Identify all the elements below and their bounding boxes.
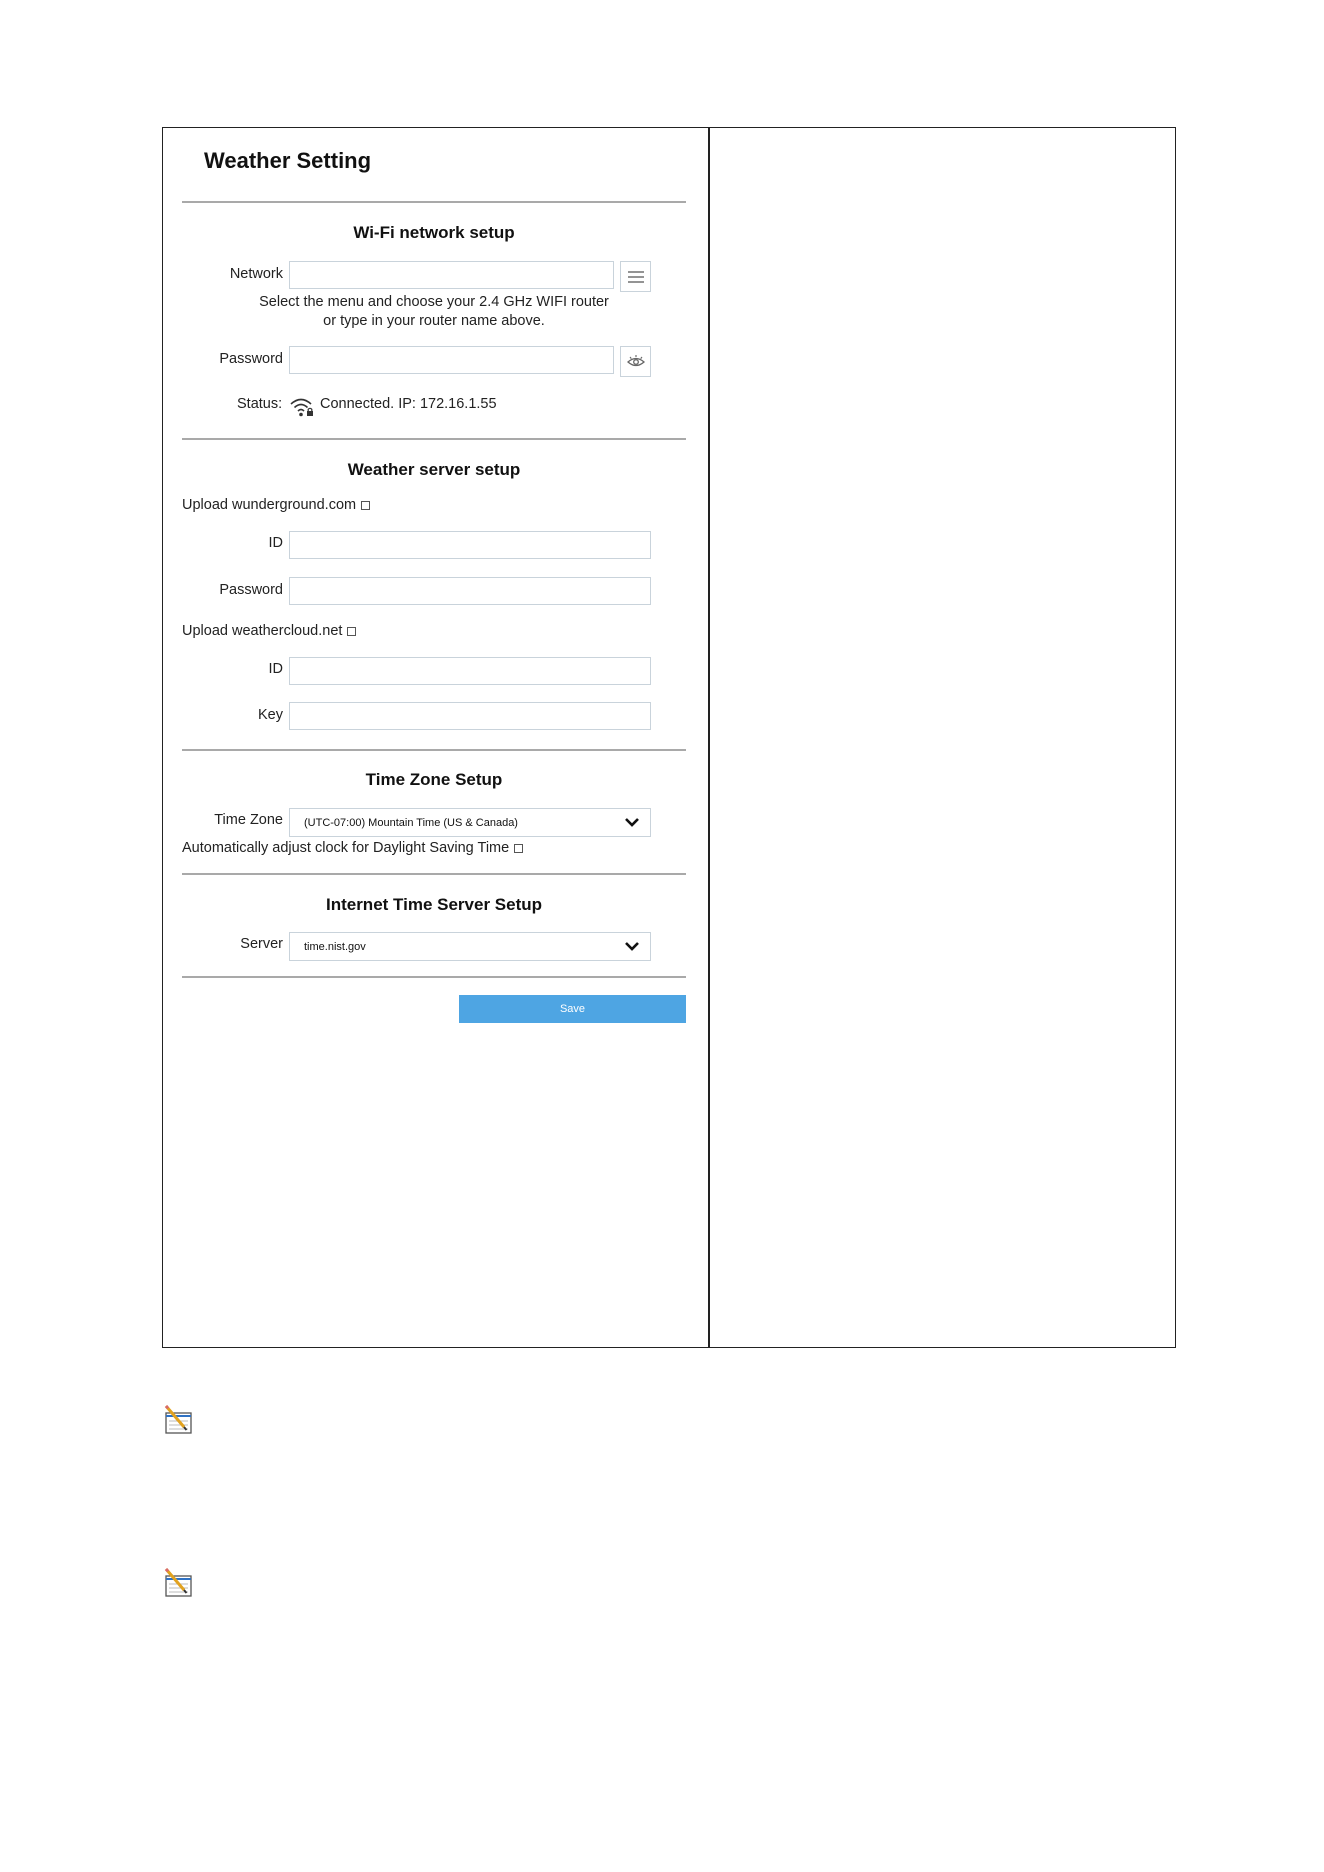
weather-server-section-title: Weather server setup <box>347 460 521 479</box>
password-label: Password <box>219 351 283 367</box>
wc-key-input[interactable] <box>289 702 651 730</box>
time-zone-select[interactable] <box>289 808 651 837</box>
network-menu-button[interactable] <box>620 261 651 292</box>
time-server-select[interactable] <box>289 932 651 961</box>
wifi-hint-line1: Select the menu and choose your 2.4 GHz WIFI router <box>259 294 609 310</box>
time-server-section-title: Internet Time Server Setup <box>325 895 543 914</box>
chevron-down-icon <box>624 816 640 828</box>
time-server-selected: time.nist.gov <box>304 940 366 953</box>
wunderground-checkbox[interactable] <box>361 501 370 510</box>
wifi-password-input[interactable] <box>289 346 614 374</box>
wifi-hint-line2: or type in your router name above. <box>323 313 545 329</box>
weathercloud-checkbox[interactable] <box>347 627 356 636</box>
save-button[interactable]: Save <box>459 995 686 1023</box>
dst-checkbox[interactable] <box>514 844 523 853</box>
wc-id-label: ID <box>268 661 283 677</box>
weathercloud-row[interactable] <box>182 623 356 639</box>
column-divider <box>708 127 710 1348</box>
section-divider <box>182 201 686 203</box>
section-divider <box>182 438 686 440</box>
status-text: Connected. IP: 172.16.1.55 <box>320 396 497 412</box>
wifi-section-title: Wi-Fi network setup <box>353 223 515 242</box>
eye-icon <box>627 355 645 369</box>
wu-id-label: ID <box>268 535 283 551</box>
hamburger-menu-icon <box>628 271 644 283</box>
section-divider <box>182 749 686 751</box>
dst-label: Automatically adjust clock for Daylight Saving Time <box>182 840 510 856</box>
wifi-lock-icon <box>289 396 316 418</box>
time-zone-selected: (UTC-07:00) Mountain Time (US & Canada) <box>304 816 518 829</box>
page-title: Weather Setting <box>204 148 372 173</box>
wu-password-input[interactable] <box>289 577 651 605</box>
weathercloud-label: Upload weathercloud.net <box>182 623 343 639</box>
wu-password-label: Password <box>219 582 283 598</box>
time-zone-section-title: Time Zone Setup <box>365 770 503 789</box>
section-divider <box>182 873 686 875</box>
note-pencil-icon <box>162 1566 196 1600</box>
section-divider <box>182 976 686 978</box>
wc-key-label: Key <box>258 707 283 723</box>
chevron-down-icon <box>624 940 640 952</box>
wu-id-input[interactable] <box>289 531 651 559</box>
wunderground-label: Upload wunderground.com <box>182 497 357 513</box>
time-zone-label: Time Zone <box>214 812 283 828</box>
status-label: Status: <box>237 396 283 412</box>
wunderground-row[interactable] <box>182 497 370 513</box>
dst-row[interactable] <box>182 840 523 856</box>
network-input[interactable] <box>289 261 614 289</box>
wc-id-input[interactable] <box>289 657 651 685</box>
network-label: Network <box>229 266 283 282</box>
show-password-button[interactable] <box>620 346 651 377</box>
note-pencil-icon <box>162 1403 196 1437</box>
server-label: Server <box>240 936 283 952</box>
